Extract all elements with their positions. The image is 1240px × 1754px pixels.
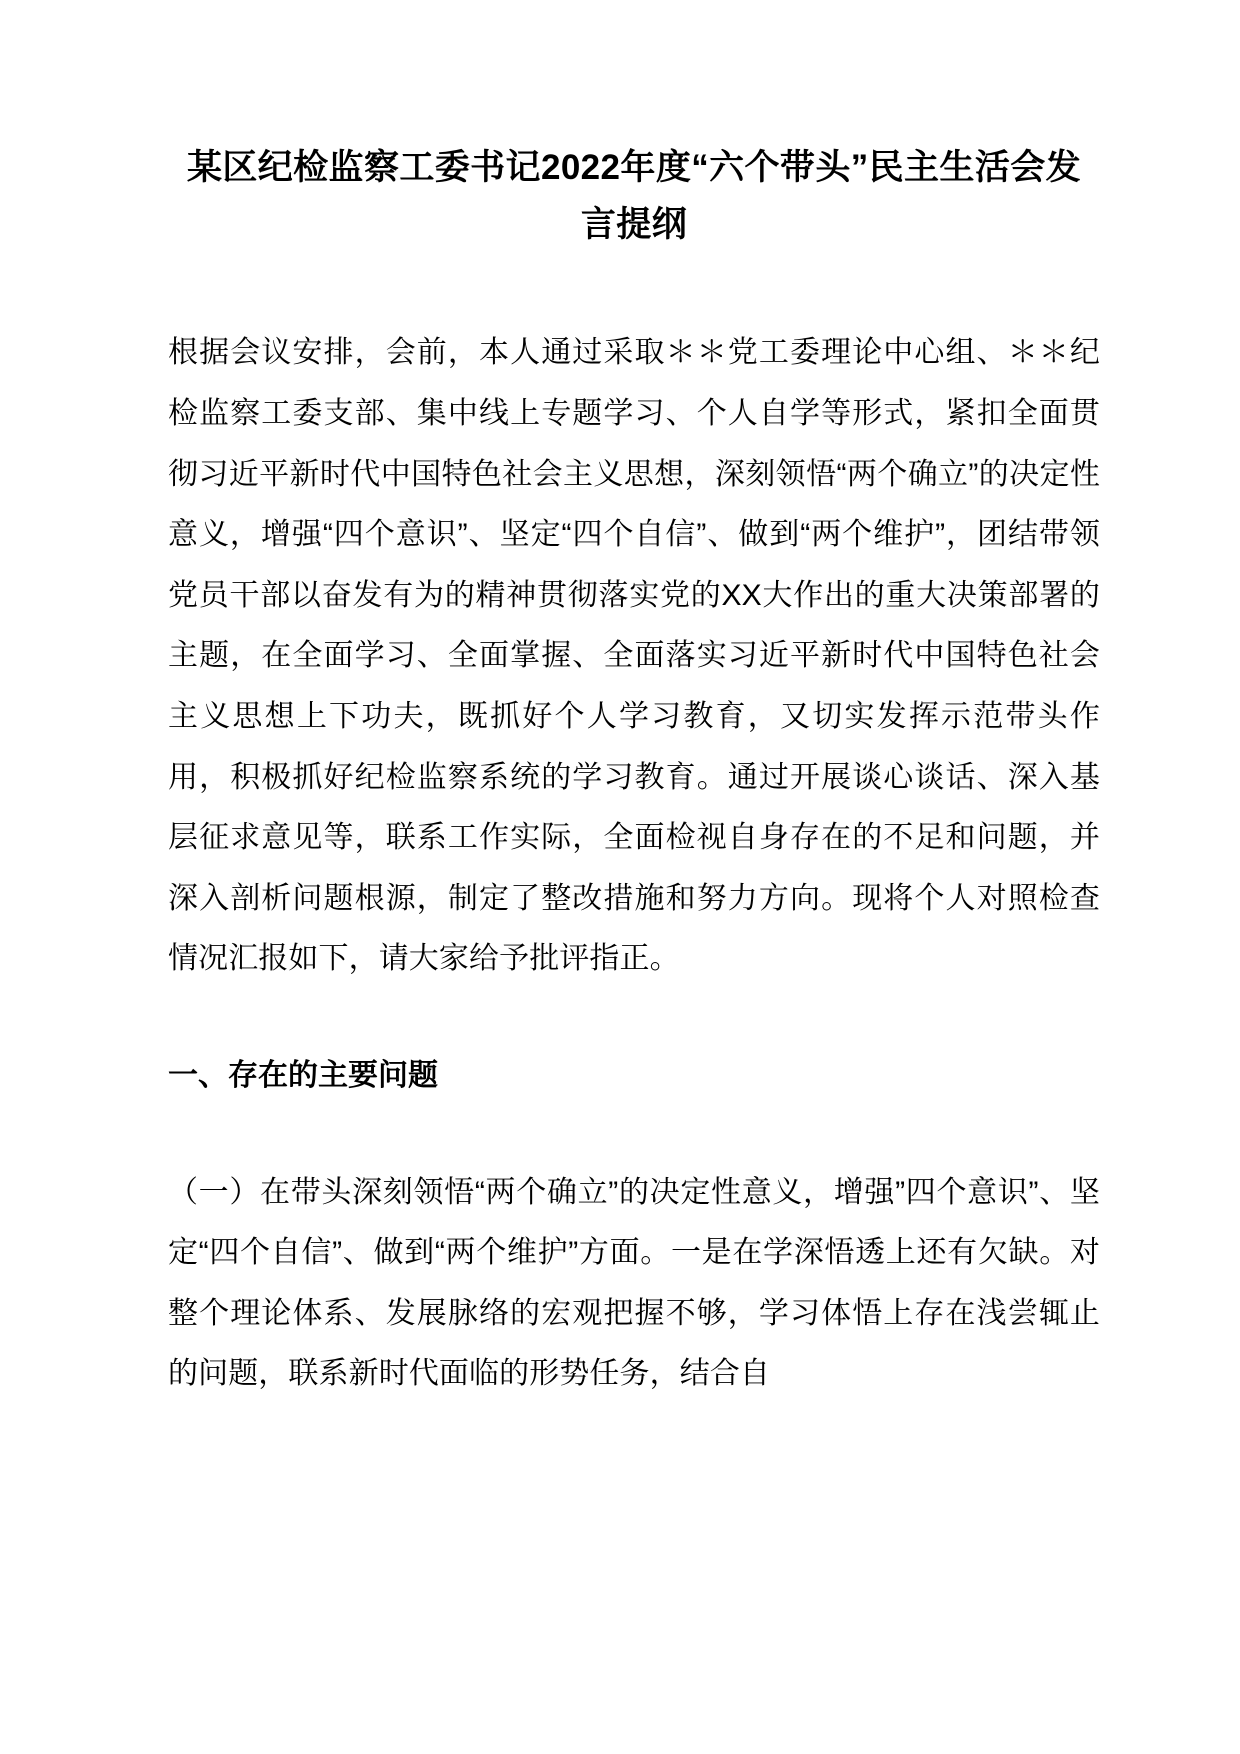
intro-paragraph: 根据会议安排，会前，本人通过采取＊＊党工委理论中心组、＊＊纪检监察工委支部、集中线上专题学习、个人自学等形式，紧扣全面贯彻习近平新时代中国特色社会主义思想，深刻领悟“两个确立”的决定性意义，增强“四个意识”、坚定“四个自信”、做到“两个维护”，团结带领党员干部以奋发有为的精神贯彻落实党的XX大作出的重大决策部署的主题，在全面学习、全面掌握、全面落实习近平新时代中国特色社会主义思想上下功夫，既抓好个人学习教育，又切实发挥示范带头作用，积极抓好纪检监察系统的学习教育。通过开展谈心谈话、深入基层征求意见等，联系工作实际，全面检视自身存在的不足和问题，并深入剖析问题根源，制定了整改措施和努力方向。现将个人对照检查情况汇报如下，请大家给予批评指正。 — [168, 336, 1100, 976]
title-spacer — [168, 261, 1100, 323]
heading-spacer-top — [168, 990, 1100, 1046]
page-title: 某区纪检监察工委书记2022年度“六个带头”民主生活会发言提纲 — [186, 148, 1082, 244]
heading-spacer-bottom — [168, 1107, 1100, 1163]
subsection-paragraph-one: （一）在带头深刻领悟“两个确立”的决定性意义，增强”四个意识”、坚定“四个自信”、做到“两个维护”方面。一是在学深悟透上还有欠缺。对整个理论体系、发展脉络的宏观把握不够，学习体悟上存在浅尝辄止的问题，联系新时代面临的形势任务，结合自 — [168, 1175, 1100, 1391]
section-heading-main-problems: 一、存在的主要问题 — [168, 1058, 438, 1092]
